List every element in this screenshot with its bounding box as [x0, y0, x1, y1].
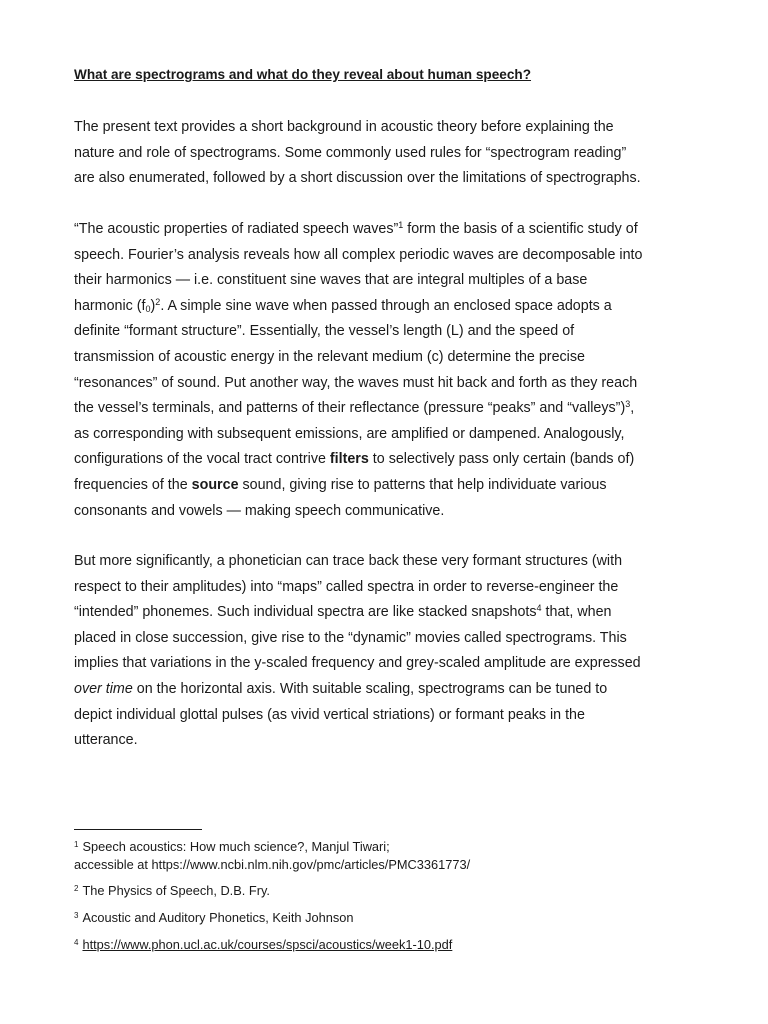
text-line — [74, 217, 702, 243]
footnote-number: 3 — [74, 911, 79, 920]
footnote-text: Speech acoustics: How much science?, Manjul Tiwari; — [82, 839, 390, 854]
text-line: placed in close succession, give rise to the “dynamic” movies called spectrograms. This — [74, 629, 627, 646]
text-line: utterance. — [74, 732, 138, 749]
text-span: “The acoustic properties of radiated speech waves” — [74, 221, 399, 237]
text-line: definite “formant structure”. Essentially, the vessel’s length (L) and the speed of — [74, 323, 575, 340]
text-span: configurations of the vocal tract contrive — [74, 451, 330, 468]
text-line: are also enumerated, followed by a short discussion over the limitations of spectrographs. — [74, 170, 641, 187]
text-line: “resonances” of sound. Put another way, the waves must hit back and forth as they reach — [74, 374, 638, 391]
text-span: that, when — [541, 604, 612, 621]
footnote-link[interactable]: https://www.phon.ucl.ac.uk/courses/spsci/acoustics/week1-10.pdf — [82, 937, 453, 952]
text-span: . A simple sine wave when passed through an enclosed space adopts a — [160, 297, 612, 314]
text-line: speech. Fourier’s analysis reveals how all complex periodic waves are decomposable into — [74, 246, 643, 263]
text-span: to selectively pass only certain (bands of) — [368, 451, 635, 468]
text-line: as corresponding with subsequent emissions, are amplified or dampened. Analogously, — [74, 425, 625, 442]
italic-term: over time — [74, 680, 133, 697]
footnote-line — [74, 838, 470, 856]
footnote-number: 4 — [74, 938, 79, 947]
text-line — [74, 294, 702, 320]
text-line: consonants and vowels — making speech communicative. — [74, 502, 445, 519]
text-span: ) — [150, 297, 156, 314]
footnote-number: 1 — [74, 840, 79, 849]
footnote-divider — [74, 829, 202, 830]
footnote-3 — [74, 909, 354, 927]
text-line — [74, 447, 702, 473]
footnote-text: The Physics of Speech, D.B. Fry. — [82, 883, 270, 898]
text-line — [74, 396, 702, 422]
text-line: The present text provides a short background in acoustic theory before explaining the — [74, 119, 614, 135]
text-line — [74, 600, 702, 626]
bold-term-source: source — [191, 476, 239, 493]
spectrogram-paragraph — [74, 549, 702, 754]
footnote-line: accessible at https://www.ncbi.nlm.nih.gov/pmc/articles/PMC3361773/ — [74, 857, 471, 872]
text-span: harmonic (f — [74, 297, 146, 314]
text-line: respect to their amplitudes) into “maps” called spectra in order to reverse-engineer the — [74, 578, 619, 595]
text-span: frequencies of the — [74, 476, 192, 493]
text-span: the vessel’s terminals, and patterns of their reflectance (pressure “peaks” and “valleys”) — [74, 400, 626, 417]
text-span: on the horizontal axis. With suitable scaling, spectrograms can be tuned to — [132, 680, 608, 697]
intro-paragraph — [74, 115, 702, 192]
acoustic-theory-paragraph — [74, 217, 702, 524]
text-line: their harmonics — i.e. constituent sine waves that are integral multiples of a base — [74, 272, 588, 289]
text-line: transmission of acoustic energy in the relevant medium (c) determine the precise — [74, 348, 585, 365]
page-title: What are spectrograms and what do they reveal about human speech? — [74, 67, 532, 82]
text-line — [74, 473, 702, 499]
footnote-text: Acoustic and Auditory Phonetics, Keith Johnson — [82, 910, 354, 925]
text-line: depict individual glottal pulses (as vivid vertical striations) or formant peaks in the — [74, 706, 585, 723]
text-span: form the basis of a scientific study of — [403, 221, 638, 237]
footnote-ref-2[interactable]: 2 — [155, 296, 161, 307]
text-span: , — [630, 400, 635, 417]
text-line — [74, 677, 702, 703]
bold-term-filters: filters — [329, 451, 369, 468]
subscript: 0 — [145, 303, 151, 314]
text-span: sound, giving rise to patterns that help individuate various — [238, 476, 607, 493]
text-line: implies that variations in the y-scaled frequency and grey-scaled amplitude are expressed — [74, 655, 641, 672]
footnote-ref-3[interactable]: 3 — [625, 399, 631, 410]
footnote-2 — [74, 882, 270, 900]
text-line: nature and role of spectrograms. Some commonly used rules for “spectrogram reading” — [74, 144, 627, 161]
footnote-ref-1[interactable]: 1 — [398, 220, 404, 230]
footnote-4 — [74, 936, 452, 954]
footnote-ref-4[interactable]: 4 — [536, 603, 542, 614]
text-span: “intended” phonemes. Such individual spectra are like stacked snapshots — [74, 604, 537, 621]
footnote-1 — [74, 838, 470, 874]
footnote-number: 2 — [74, 884, 79, 893]
text-line: But more significantly, a phonetician can trace back these very formant structures (with — [74, 553, 623, 569]
